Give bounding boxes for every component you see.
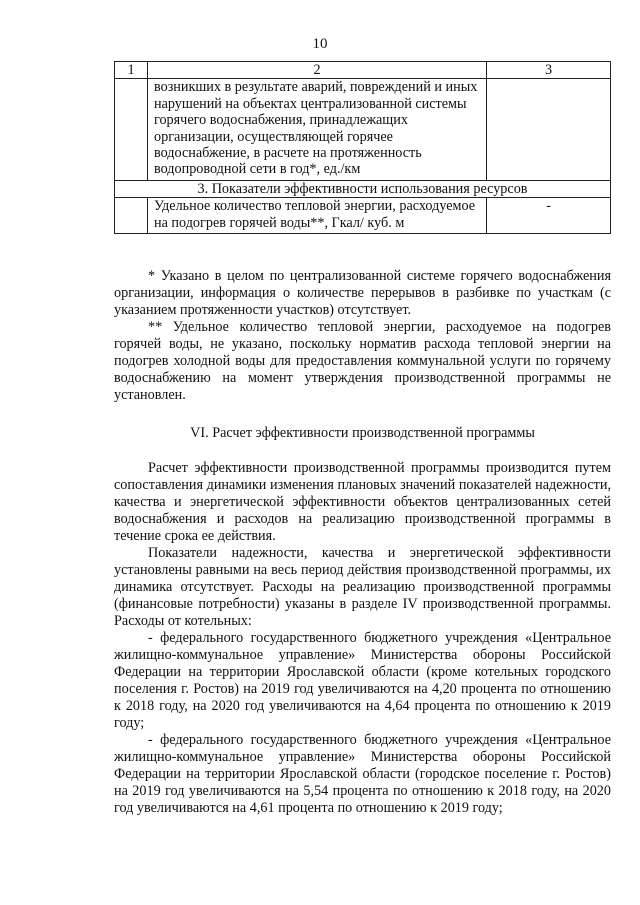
table-cell-number: [115, 79, 148, 180]
list-item-1: - федерального государственного бюджетного учреждения «Центральное жилищно-коммунальное управление» Министерства обороны Российской Федерации на территории Ярославской области (кроме котельных городского поселения г. Ростов) на 2019 год увеличиваются на 4,20 процента по отношению к 2018 году, на 2020 год увеличиваются на 4,64 процента по отношению к 2019 году;: [114, 630, 611, 731]
table-section-row: [115, 180, 611, 197]
list-item-2: - федерального государственного бюджетного учреждения «Центральное жилищно-коммунальное управление» Министерства обороны Российской Федерации на территории Ярославской области (городское поселение г. Ростов) на 2019 год увеличиваются на 5,54 процента по отношению к 2018 году, на 2020 год увеличиваются на 4,61 процента по отношению к 2019 году;: [114, 732, 611, 816]
table-header-col-3: 3: [487, 62, 611, 79]
table-header-col-2: 2: [148, 62, 487, 79]
section-heading: VI. Расчет эффективности производственной программы: [190, 425, 535, 441]
table-row: [115, 79, 611, 180]
table-cell-value: -: [487, 198, 611, 234]
footnotes-block: [114, 268, 611, 404]
paragraph-1: Расчет эффективности производственной программы производится путем сопоставления динамики изменения плановых значений показателей надежности, качества и энергетической эффективности объектов централизованных сетей водоснабжения и расходов на реализацию производственной программы в течение срока ее действия.: [114, 460, 611, 544]
footnote-1: * Указано в целом по централизованной системе горячего водоснабжения организации, информация о количестве перерывов в разбивке по участкам (с указанием протяженности участков) отсутствует.: [114, 268, 611, 318]
table-section-title: 3. Показатели эффективности использования ресурсов: [115, 180, 611, 197]
table-row: [115, 198, 611, 234]
paragraph-2: Показатели надежности, качества и энергетической эффективности установлены равными на весь период действия производственной программы, их динамика отсутствует. Расходы на реализацию производственной программы (финансовые потребности) указаны в разделе IV производственной программы. Расходы от котельных:: [114, 545, 611, 629]
table-header-row: [115, 62, 611, 79]
table-cell-indicator: возникших в результате аварий, повреждений и иных нарушений на объектах централизованной системы горячего водоснабжения, принадлежащих организации, осуществляющей горячее водоснабжение, в расчете на протяженность водопроводной сети в год*, ед./км: [148, 79, 487, 180]
table-cell-number: [115, 198, 148, 234]
footnote-2: ** Удельное количество тепловой энергии, расходуемое на подогрев горячей воды, не указано, поскольку норматив расхода тепловой энергии на подогрев холодной воды для предоставления коммунальной услуги по горячему водоснабжению на момент утверждения производственной программы не установлен.: [114, 319, 611, 403]
indicators-table: [114, 61, 611, 234]
table-cell-indicator: Удельное количество тепловой энергии, расходуемое на подогрев горячей воды**, Гкал/ куб. м: [148, 198, 487, 234]
table-cell-value: [487, 79, 611, 180]
page-number: 10: [312, 36, 328, 52]
section-body: [114, 460, 611, 817]
table-header-col-1: 1: [115, 62, 148, 79]
